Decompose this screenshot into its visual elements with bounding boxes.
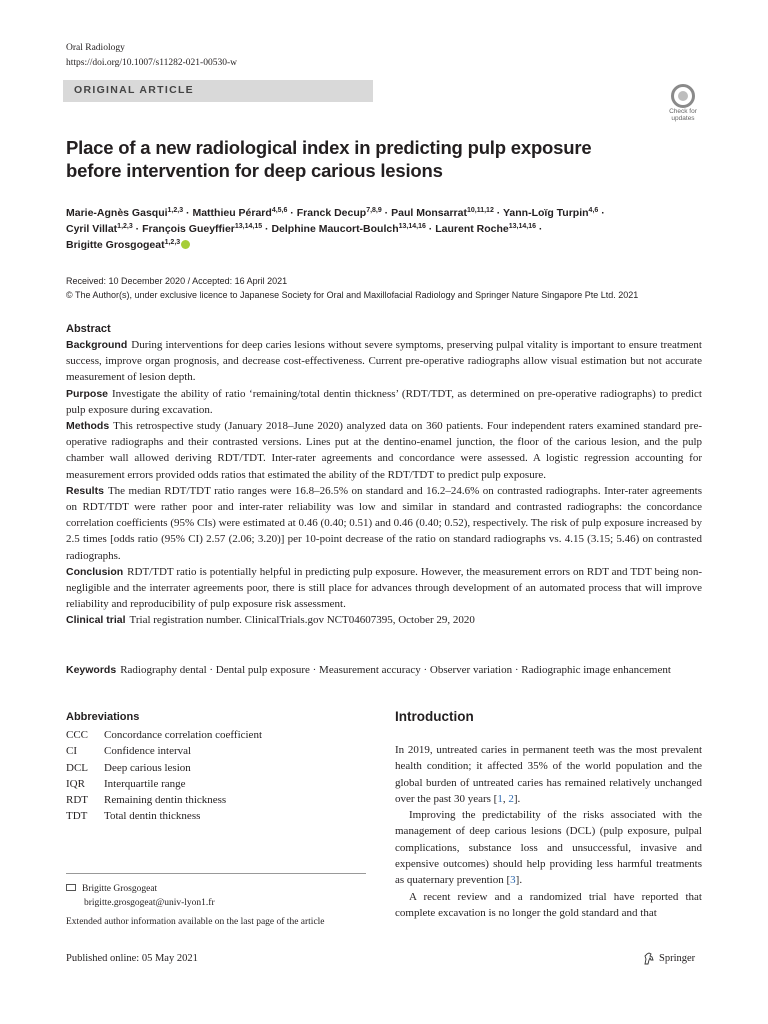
check-for-updates-badge[interactable] xyxy=(663,84,703,124)
author-affiliation: 13,14,15 xyxy=(234,223,263,230)
author-name[interactable]: Brigitte Grosgogeat xyxy=(66,239,165,251)
intro-text: ]. xyxy=(515,874,523,887)
abbreviation-definition: Confidence interval xyxy=(104,745,192,758)
journal-name: Oral Radiology xyxy=(66,43,125,53)
envelope-icon xyxy=(66,884,76,891)
intro-text: , xyxy=(502,792,509,805)
author-affiliation: 1,2,3 xyxy=(167,207,184,214)
article-type-label: ORIGINAL ARTICLE xyxy=(74,84,194,96)
abstract-section-label: Results xyxy=(66,484,104,497)
abbreviation-definition: Remaining dentin thickness xyxy=(104,794,227,807)
received-accepted-dates: Received: 10 December 2020 / Accepted: 16 April 2021 xyxy=(66,276,288,286)
abbreviations-list xyxy=(66,727,262,825)
abstract-section-text: This retrospective study (January 2018–June 2020) analyzed data on 360 patients. Four independent raters examined standard pre-operative radiographs and their contrasted versions. Lines put at the dentino-enamel junction, the floor of the carious lesion, and the pulp chamber wall allowed deriving RDT/TDT. Inter-rater agreements and concordance were assessed. A logistic regression accounting for measurement errors provided odds ratios that estimated the ability of the RDT/TDT to predict pulp exposure. xyxy=(66,420,702,481)
abbreviation-key: TDT xyxy=(66,810,88,823)
published-online-date: Published online: 05 May 2021 xyxy=(66,953,198,964)
author-name[interactable]: Matthieu Pérard xyxy=(192,207,272,219)
doi-link[interactable]: https://doi.org/10.1007/s11282-021-00530-w xyxy=(66,58,237,68)
author-affiliation: 1,2,3 xyxy=(117,223,133,230)
author-list xyxy=(66,205,676,253)
citation-link[interactable]: 3 xyxy=(510,874,516,887)
updates-badge-line1: Check for xyxy=(669,108,697,115)
abbreviation-definition: Total dentin thickness xyxy=(104,810,201,823)
abstract-results xyxy=(66,483,702,564)
author-name[interactable]: Paul Monsarrat xyxy=(391,207,467,219)
corresponding-author-name: Brigitte Grosgogeat xyxy=(82,884,158,894)
publisher-logo xyxy=(643,952,695,965)
author-affiliation: 1,2,3 xyxy=(164,239,181,246)
abbreviation-key: DCL xyxy=(66,761,88,774)
citation-link[interactable]: 2 xyxy=(508,792,514,805)
author-line-2: Cyril Villat$^{1,2,3}$ · François Gueyffier$^{13,14,15}$ · Delphine Maucort-Boulch$^{13,14,16}$ · Laurent Roche$^{13,14,16}$ · xyxy=(66,223,543,235)
abbreviations-heading: Abbreviations xyxy=(66,711,140,723)
abstract-section-text: The median RDT/TDT ratio ranges were 16.8–26.5% on standard and 16.2–24.6% on contrasted radiographs. Inter-rater agreements on RDT/TDT were rather poor and inter-rater reliability was low and similar in standard and contrasted radiographs: the concordance correlation coefficients (95% CIs) were estimated at 0.46 (0.40; 0.51) and 0.46 (0.40; 0.52), respectively. The risk of pulp exposure increased by 2.5 times [odds ratio (95% CI) 2.57 (2.06; 3.20)] per 10-point decrease of the ratio on standard radiographs vs. 4.15 (3.15; 5.46) on contrasted radiographs. xyxy=(66,484,702,562)
author-name[interactable]: Delphine Maucort-Boulch xyxy=(271,223,399,235)
keywords-text: Radiography dental · Dental pulp exposure · Measurement accuracy · Observer variation · Radiographic image enhancement xyxy=(120,664,671,676)
abstract-body xyxy=(66,337,702,629)
abstract-background xyxy=(66,337,702,386)
copyright-notice: © The Author(s), under exclusive licence to Japanese Society for Oral and Maxillofacial Radiology and Springer Nature Singapore Pte Ltd. 2021 xyxy=(66,290,639,300)
author-name[interactable]: Laurent Roche xyxy=(435,223,509,235)
author-line-1: Marie-Agnès Gasqui$^{1,2,3}$ · Matthieu Pérard$^{4,5,6}$ · Franck Decup$^{7,8,9}$ · Paul Monsarrat$^{10,11,12}$ · Yann-Loïg Turpin$^{4,6}$ · xyxy=(66,207,605,219)
keywords xyxy=(66,662,702,678)
springer-horse-icon xyxy=(643,952,655,965)
intro-text: Improving the predictability of the risks associated with the management of deep carious lesions (DCL) (pulp exposure, pulpal complications, substance loss and unsuccessful, invasive and expensive outcomes) should help providing less harmful treatments as quaternary prevention [ xyxy=(395,809,702,887)
abstract-section-label: Conclusion xyxy=(66,565,124,578)
updates-icon xyxy=(671,84,695,108)
abstract-section-label: Clinical trial xyxy=(66,614,126,627)
author-name[interactable]: François Gueyffier xyxy=(142,223,235,235)
introduction-body xyxy=(395,742,702,921)
author-affiliation: 13,14,16 xyxy=(508,223,536,230)
intro-text: In 2019, untreated caries in permanent teeth was the most prevalent health condition; it affected 35% of the world population and the global burden of untreated caries has remained relatively unchanged over the past 30 years [ xyxy=(395,744,702,805)
keywords-label: Keywords xyxy=(66,664,117,676)
orcid-icon[interactable] xyxy=(181,240,190,249)
abbreviation-definition: Concordance correlation coefficient xyxy=(104,729,262,741)
abbreviation-row xyxy=(66,808,262,824)
intro-paragraph-1 xyxy=(395,742,702,807)
author-affiliation: 10,11,12 xyxy=(466,207,494,214)
abstract-section-text: RDT/TDT ratio is potentially helpful in predicting pulp exposure. However, the measurement errors on RDT and TDT being non-negligible and the interrater agreements poor, there is still place for advances through development of an automated process that will improve reliability and reproducibility of pulp exposure risk assessment. xyxy=(66,565,702,611)
introduction-heading: Introduction xyxy=(395,709,474,724)
article-title xyxy=(66,136,666,182)
footnote-divider xyxy=(66,873,366,874)
citation-link[interactable]: 1 xyxy=(497,792,503,805)
abstract-heading: Abstract xyxy=(66,323,111,335)
corresponding-author-email[interactable]: brigitte.grosgogeat@univ-lyon1.fr xyxy=(84,898,215,908)
abbreviation-row xyxy=(66,776,262,792)
abbreviation-key: CI xyxy=(66,745,77,758)
abbreviation-definition: Interquartile range xyxy=(104,777,186,790)
abbreviation-definition: Deep carious lesion xyxy=(104,761,191,774)
abbreviation-key: RDT xyxy=(66,794,88,807)
extended-author-info: Extended author information available on the last page of the article xyxy=(66,917,325,927)
abstract-clinical-trial xyxy=(66,612,702,628)
abbreviation-row xyxy=(66,743,262,759)
publisher-name: Springer xyxy=(659,953,696,964)
author-name[interactable]: Yann-Loïg Turpin xyxy=(503,207,589,219)
abstract-section-text: Investigate the ability of ratio ‘remaining/total dentin thickness’ (RDT/TDT, as determined on pre-operative radiographs) to predict pulp exposure during excavation. xyxy=(66,387,702,416)
abbreviation-row xyxy=(66,792,262,808)
abstract-section-text: During interventions for deep caries lesions without severe symptoms, preserving pulpal vitality is important to ensure treatment success, improve organ prognosis, and decrease cost-effectiveness. Current pre-operative radiographs allow visual estimation but not accurate measurement of lesion depth. xyxy=(66,339,702,384)
abbreviation-key: CCC xyxy=(66,729,89,741)
corresponding-author xyxy=(66,882,157,896)
abstract-purpose xyxy=(66,386,702,418)
abstract-section-label: Methods xyxy=(66,420,110,433)
author-name[interactable]: Franck Decup xyxy=(296,207,367,219)
title-line-2: before intervention for deep carious lesions xyxy=(66,160,443,181)
abstract-methods xyxy=(66,418,702,483)
abstract-section-label: Purpose xyxy=(66,387,109,400)
author-affiliation: 4,6 xyxy=(588,207,599,214)
author-affiliation: 4,5,6 xyxy=(271,207,288,214)
abbreviation-row xyxy=(66,727,262,743)
title-line-1: Place of a new radiological index in predicting pulp exposure xyxy=(66,137,592,158)
author-name[interactable]: Cyril Villat xyxy=(66,223,118,235)
abstract-section-text: Trial registration number. ClinicalTrials.gov NCT04607395, October 29, 2020 xyxy=(129,614,475,627)
author-line-3 xyxy=(66,237,676,253)
abstract-conclusion xyxy=(66,564,702,613)
intro-text: ]. xyxy=(513,792,521,805)
intro-paragraph-2 xyxy=(395,807,702,888)
author-affiliation: 13,14,16 xyxy=(398,223,426,230)
author-affiliation: 7,8,9 xyxy=(366,207,382,214)
updates-badge-line2: updates xyxy=(671,115,695,122)
author-name[interactable]: Marie-Agnès Gasqui xyxy=(66,207,168,219)
abstract-section-label: Background xyxy=(66,339,128,351)
abbreviation-row xyxy=(66,760,262,776)
abbreviation-key: IQR xyxy=(66,777,85,790)
intro-paragraph-3: A recent review and a randomized trial have reported that complete excavation is no longer the gold standard and that xyxy=(395,890,702,919)
